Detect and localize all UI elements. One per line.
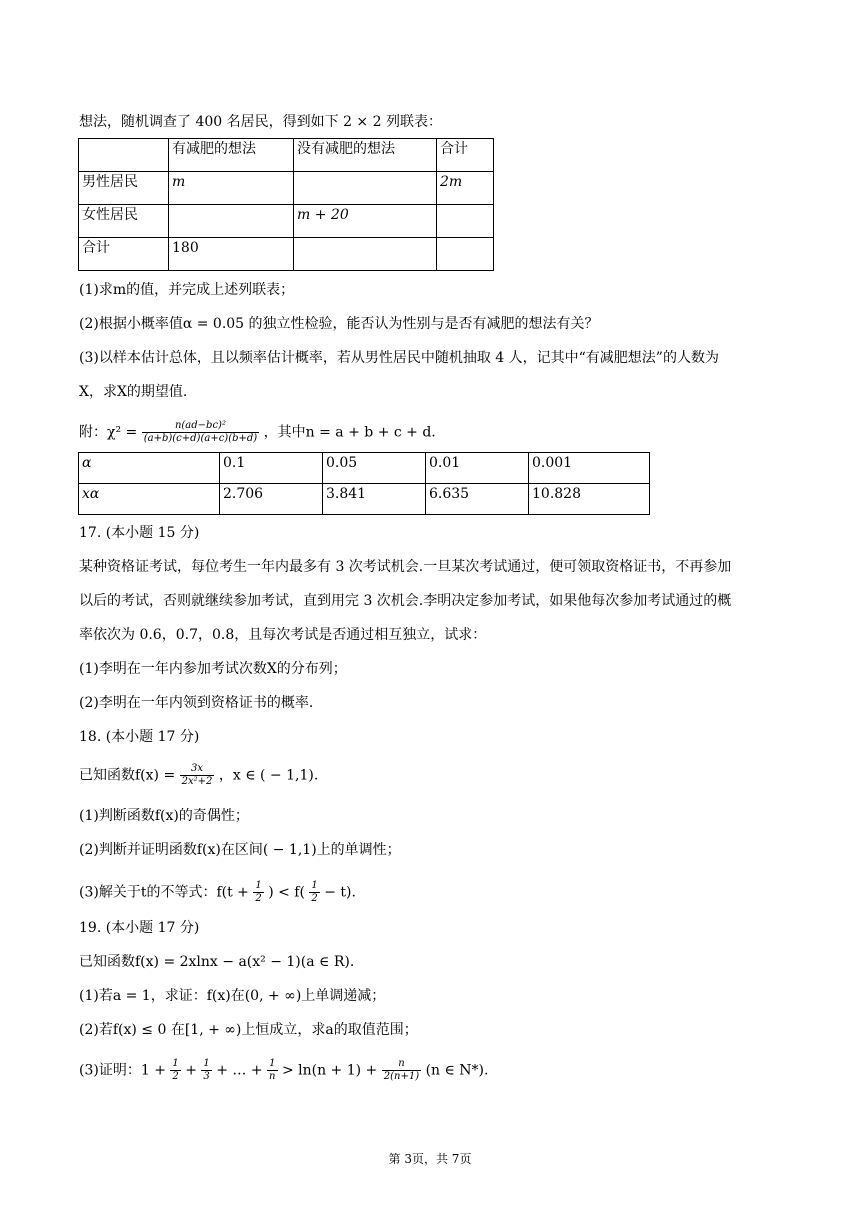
intro-line: 想法，随机调查了 400 名居民，得到如下 2 × 2 列联表： <box>79 114 442 130</box>
q18-part3-suffix: − t). <box>324 884 356 901</box>
fraction-denominator: 2 <box>172 1071 179 1082</box>
q18-fraction <box>180 763 215 788</box>
q17-text-line3: 率依次为 0.6，0.7，0.8，且每次考试是否通过相互独立，试求： <box>79 627 487 643</box>
half-fraction <box>309 880 319 905</box>
q18-given-prefix: 已知函数f(x) = <box>79 767 176 784</box>
table-cell <box>169 205 294 238</box>
q18-part2: (2)判断并证明函数f(x)在区间( − 1,1)上的单调性； <box>79 842 401 858</box>
q17-text-line2: 以后的考试，否则就继续参加考试，直到用完 3 次机会.李明决定参加考试，如果他每次参加考试通过的概 <box>79 593 732 609</box>
fraction-denominator: 3 <box>203 1071 210 1082</box>
q19-part3-tail: (n ∈ N*). <box>425 1062 489 1079</box>
plus-sign: + <box>185 1062 197 1079</box>
q19-part3 <box>79 1058 488 1083</box>
fraction-denominator: 2 <box>311 893 318 904</box>
table-cell: 3.841 <box>323 484 426 515</box>
fraction-numerator: 1 <box>172 1058 179 1069</box>
critical-value-table <box>78 452 650 515</box>
ellipsis-sum: + … + <box>216 1062 263 1079</box>
q19-part3-prefix: (3)证明：1 + <box>79 1062 166 1079</box>
q18-part3-mid: ) < f( <box>268 884 305 901</box>
table-row <box>79 238 494 271</box>
page-footer: 第 3页，共 7页 <box>388 1152 472 1166</box>
n-over-2n1-fraction <box>382 1058 421 1083</box>
table-cell: 10.828 <box>529 484 650 515</box>
table-cell <box>294 238 437 271</box>
q17-part1: (1)李明在一年内参加考试次数X的分布列； <box>79 661 347 677</box>
fraction-numerator: 1 <box>269 1058 276 1069</box>
q16-part2: (2)根据小概率值α = 0.05 的独立性检验，能否认为性别与是否有减肥的想法有关？ <box>79 316 599 332</box>
q17-title: 17. (本小题 15 分) <box>79 525 200 541</box>
table-cell: m + 20 <box>294 205 437 238</box>
q16-part3-line1: (3)以样本估计总体，且以频率估计概率，若从男性居民中随机抽取 4 人，记其中“有减肥想法”的人数为 <box>79 350 719 366</box>
fraction-denominator: n <box>269 1071 276 1082</box>
table-cell: α <box>79 453 220 484</box>
table-cell <box>79 139 169 172</box>
third-fraction <box>201 1058 211 1083</box>
fraction-denominator: (a+b)(c+d)(a+c)(b+d) <box>143 433 258 444</box>
table-cell: 0.01 <box>426 453 529 484</box>
table-row <box>79 453 650 484</box>
q19-part2: (2)若f(x) ≤ 0 在[1, + ∞)上恒成立，求a的取值范围； <box>79 1022 418 1038</box>
fraction-denominator: 2 <box>255 893 262 904</box>
q18-title: 18. (本小题 17 分) <box>79 729 200 745</box>
table-cell <box>294 172 437 205</box>
table-cell: 0.001 <box>529 453 650 484</box>
table-cell: 6.635 <box>426 484 529 515</box>
table-header-row <box>79 139 494 172</box>
table-cell: 2.706 <box>220 484 323 515</box>
q18-given-suffix: ，x ∈ ( − 1,1). <box>218 767 319 784</box>
q18-part3 <box>79 880 356 905</box>
table-cell: 没有减肥的想法 <box>294 139 437 172</box>
appendix-formula <box>79 420 436 445</box>
fraction-numerator: n(ad−bc)² <box>174 420 226 431</box>
fraction-numerator: 1 <box>311 880 318 891</box>
table-row <box>79 172 494 205</box>
table-row <box>79 205 494 238</box>
table-cell: 180 <box>169 238 294 271</box>
half-fraction <box>170 1058 180 1083</box>
q16-part1: (1)求m的值，并完成上述列联表； <box>79 282 295 298</box>
table-cell <box>437 238 494 271</box>
q17-part2: (2)李明在一年内领到资格证书的概率. <box>79 695 314 711</box>
contingency-table <box>78 138 494 271</box>
q19-title: 19. (本小题 17 分) <box>79 920 200 936</box>
table-cell <box>437 205 494 238</box>
table-cell: 有减肥的想法 <box>169 139 294 172</box>
fraction-denominator: 2(n+1) <box>383 1071 420 1082</box>
fraction-numerator: 3x <box>191 763 204 774</box>
table-cell: 男性居民 <box>79 172 169 205</box>
appendix-suffix: ，其中n = a + b + c + d. <box>263 424 436 441</box>
q18-given <box>79 763 318 788</box>
fraction-numerator: n <box>398 1058 405 1069</box>
q18-part1: (1)判断函数f(x)的奇偶性； <box>79 808 249 824</box>
q16-part3-line2: X，求X的期望值. <box>79 384 188 400</box>
table-row <box>79 484 650 515</box>
table-cell: xα <box>79 484 220 515</box>
table-cell: 0.05 <box>323 453 426 484</box>
table-cell: 2m <box>437 172 494 205</box>
q19-part1: (1)若a = 1，求证：f(x)在(0, + ∞)上单调递减； <box>79 988 386 1004</box>
fraction-numerator: 1 <box>203 1058 210 1069</box>
table-cell: 0.1 <box>220 453 323 484</box>
q17-text-line1: 某种资格证考试，每位考生一年内最多有 3 次考试机会.一旦某次考试通过，便可领取资格证书，不再参加 <box>79 559 732 575</box>
half-fraction <box>253 880 263 905</box>
one-over-n-fraction <box>267 1058 277 1083</box>
table-cell: 合计 <box>437 139 494 172</box>
greater-than-ln: > ln(n + 1) + <box>281 1062 378 1079</box>
q19-given: 已知函数f(x) = 2xlnx − a(x² − 1)(a ∈ R). <box>79 954 355 970</box>
fraction-numerator: 1 <box>255 880 262 891</box>
chi-square-fraction <box>142 420 259 445</box>
table-cell: m <box>169 172 294 205</box>
appendix-prefix: 附：χ² = <box>79 424 138 441</box>
fraction-denominator: 2x²+2 <box>181 776 213 787</box>
table-cell: 合计 <box>79 238 169 271</box>
table-cell: 女性居民 <box>79 205 169 238</box>
q18-part3-prefix: (3)解关于t的不等式：f(t + <box>79 884 249 901</box>
